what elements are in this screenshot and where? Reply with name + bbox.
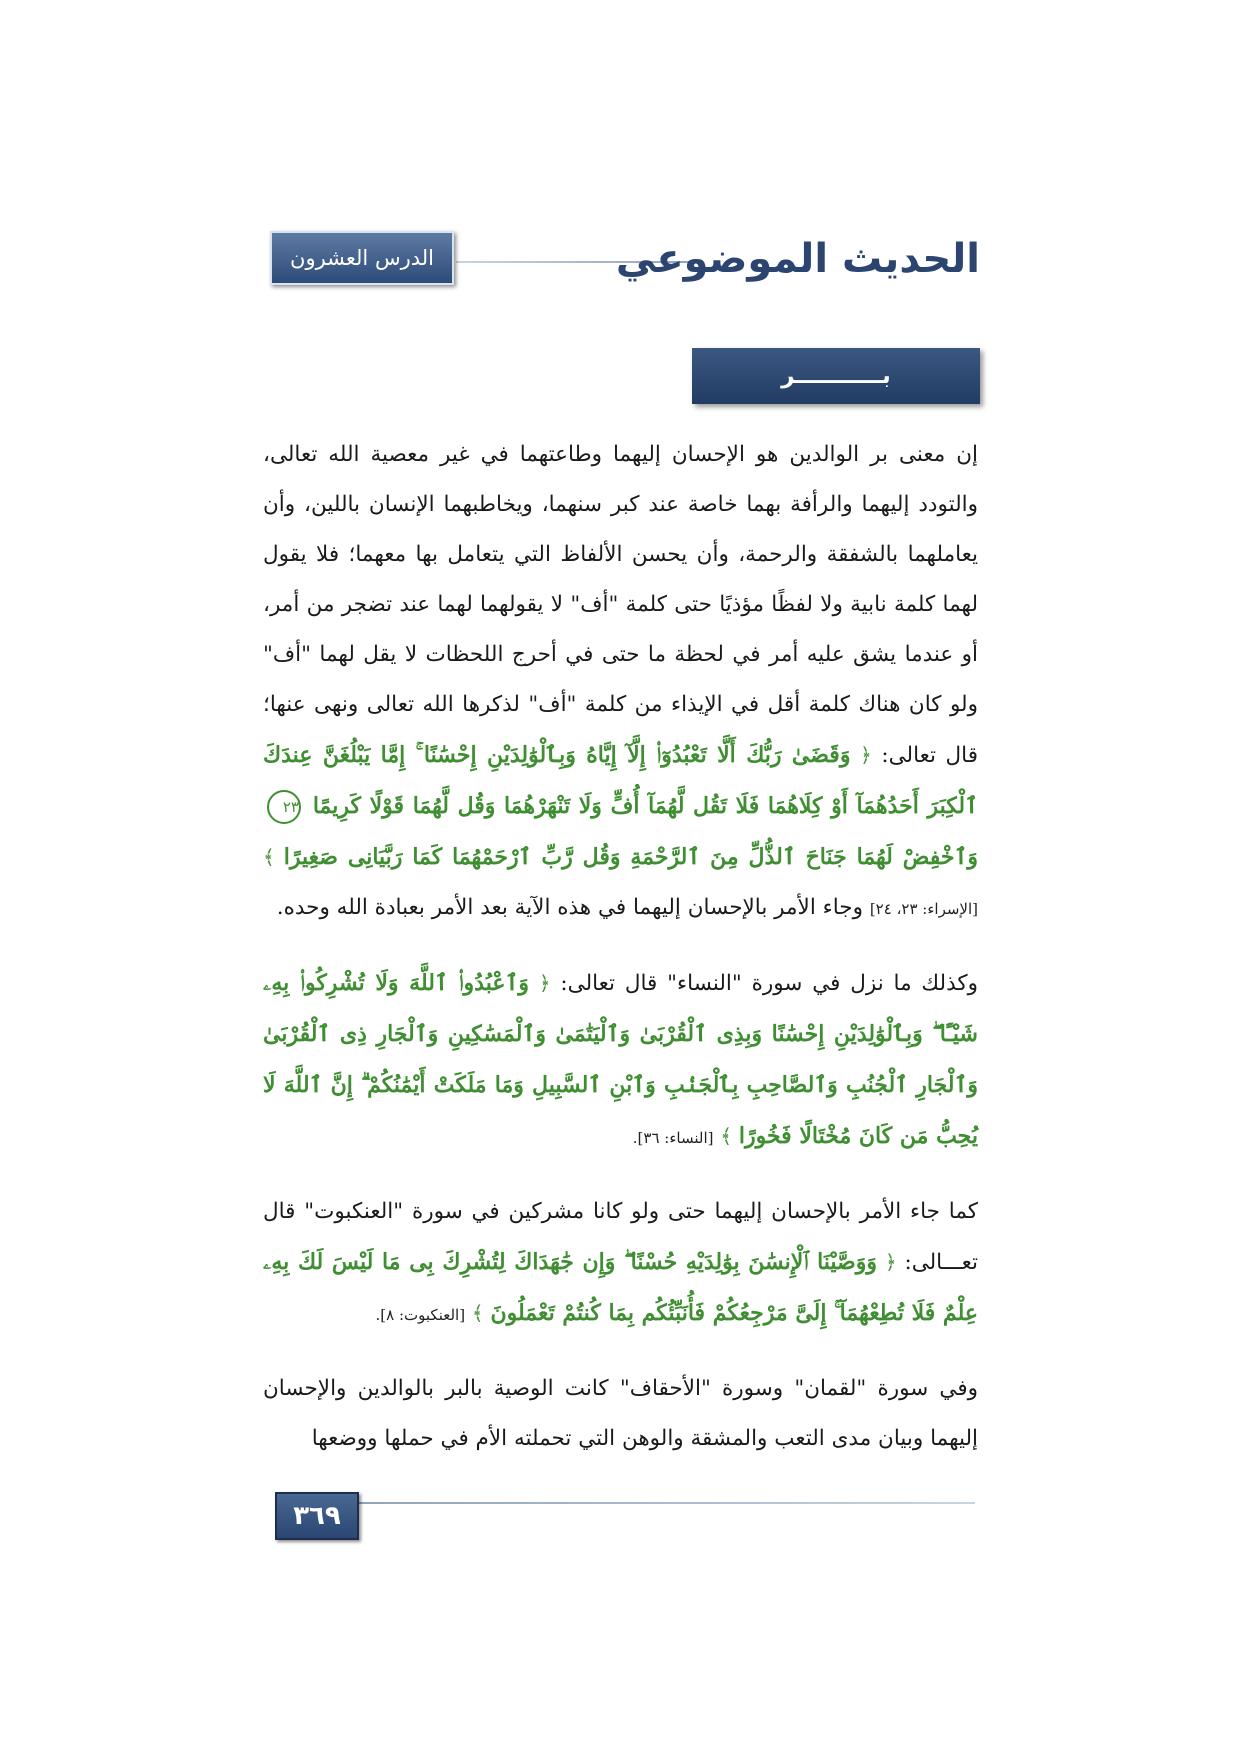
paragraph-text: إن معنى بر الوالدين هو الإحسان إليهما وطاعتهما في غير معصية الله تعالى، والتودد إليهما والرأفة بهما خاصة عند كبر سنهما، ويخاطبهما الإنسان باللين، وأن يعاملهما بالشفقة والرحمة، وأن يحسن الألفاظ التي يتعامل بها معهما؛ فلا يقول لهما كلمة نابية ولا لفظًا مؤذيًا حتى كلمة "أف" لا يقولهما لهما عند تضجر من أمر، أو عندما يشق عليه أمر في لحظة ما حتى في أحرج اللحظات لا يقل لهما "أف" ولو كان هناك كلمة أقل في الإيذاء من كلمة "أف" لذكرها الله تعالى ونهى عنها؛ قال تعالى: (263, 442, 979, 768)
verse-reference: [النساء: ٣٦]. (632, 1129, 714, 1147)
paragraph-text: وجاء الأمر بالإحسان إليهما في هذه الآية بعد الأمر بعبادة الله وحده. (276, 895, 863, 920)
page-body (263, 430, 978, 1488)
section-heading (692, 348, 980, 445)
paragraph-1 (263, 430, 978, 934)
paragraph-3 (263, 1187, 978, 1340)
running-header (270, 228, 980, 290)
book-title: الحديث الموضوعي (615, 236, 980, 282)
lesson-label: الدرس العشرون (290, 246, 434, 270)
quran-verse: وَٱعْبُدُوا۟ ٱللَّهَ وَلَا تُشْرِكُوا۟ بِهِۦ شَيْـًٔا ۖ وَبِٱلْوَٰلِدَيْنِ إِحْسَٰنًا وَبِذِى ٱلْقُرْبَىٰ وَٱلْيَتَٰمَىٰ وَٱلْمَسَٰكِينِ وَٱلْجَارِ ذِى ٱلْقُرْبَىٰ وَٱلْجَارِ ٱلْجُنُبِ وَٱلصَّاحِبِ بِٱلْجَنۢبِ وَٱبْنِ ٱلسَّبِيلِ وَمَا مَلَكَتْ أَيْمَٰنُكُمْ ۗ إِنَّ ٱللَّهَ لَا يُحِبُّ مَن كَانَ مُخْتَالًا فَخُورًا (263, 970, 978, 1149)
page-footer (275, 1492, 975, 1536)
paragraph-text: كما جاء الأمر بالإحسان إليهما حتى ولو كانا مشركين في سورة "العنكبوت" قال تعـــالى: (263, 1199, 978, 1275)
page-number: ٣٦٩ (275, 1492, 359, 1540)
verse-open-bracket: ﴿ (884, 1250, 897, 1274)
verse-reference: [العنكبوت: ٨]. (375, 1306, 466, 1324)
paragraph-4 (263, 1364, 978, 1464)
paragraph-text: وكذلك ما نزل في سورة "النساء" قال تعالى: (560, 971, 978, 996)
lesson-badge (270, 231, 454, 285)
verse-close-bracket: ﴾ (263, 845, 275, 869)
paragraph-2 (263, 958, 978, 1163)
paragraph-text: وفي سورة "لقمان" وسورة "الأحقاف" كانت الوصية بالبر بالوالدين والإحسان إليهما وبيان مدى التعب والمشقة والوهن التي تحملته الأم في حملها ووضعها (263, 1376, 978, 1451)
quran-verse: وَقَضَىٰ رَبُّكَ أَلَّا تَعْبُدُوٓا۟ إِلَّآ إِيَّاهُ وَبِٱلْوَٰلِدَيْنِ إِحْسَٰنًا ۚ إِمَّا يَبْلُغَنَّ عِندَكَ ٱلْكِبَرَ أَحَدُهُمَآ أَوْ كِلَاهُمَا فَلَا تَقُل لَّهُمَآ أُفٍّ وَلَا تَنْهَرْهُمَا وَقُل لَّهُمَا قَوْلًا كَرِيمًا (263, 742, 978, 819)
quran-verse: وَٱخْفِضْ لَهُمَا جَنَاحَ ٱلذُّلِّ مِنَ ٱلرَّحْمَةِ وَقُل رَّبِّ ٱرْحَمْهُمَا كَمَا رَبَّيَانِى صَغِيرًا (283, 844, 978, 870)
verse-close-bracket: ﴾ (471, 1301, 484, 1325)
quran-verse: وَوَصَّيْنَا ٱلْإِنسَٰنَ بِوَٰلِدَيْهِ حُسْنًا ۖ وَإِن جَٰهَدَاكَ لِتُشْرِكَ بِى مَا لَيْسَ لَكَ بِهِۦ عِلْمٌ فَلَا تُطِعْهُمَآ ۚ إِلَىَّ مَرْجِعُكُمْ فَأُنَبِّئُكُم بِمَا كُنتُمْ تَعْمَلُونَ (263, 1249, 978, 1326)
verse-open-bracket: ﴿ (538, 971, 551, 995)
verse-reference: [الإسراء: ٢٣، ٢٤] (869, 900, 978, 918)
section-title: بـــــــــــر الوالــــــــــــدين (743, 363, 929, 445)
verse-close-bracket: ﴾ (720, 1124, 733, 1148)
ayah-number-marker: ٢٣ (267, 790, 301, 824)
verse-open-bracket: ﴿ (860, 743, 872, 767)
footer-rule (357, 1502, 975, 1504)
